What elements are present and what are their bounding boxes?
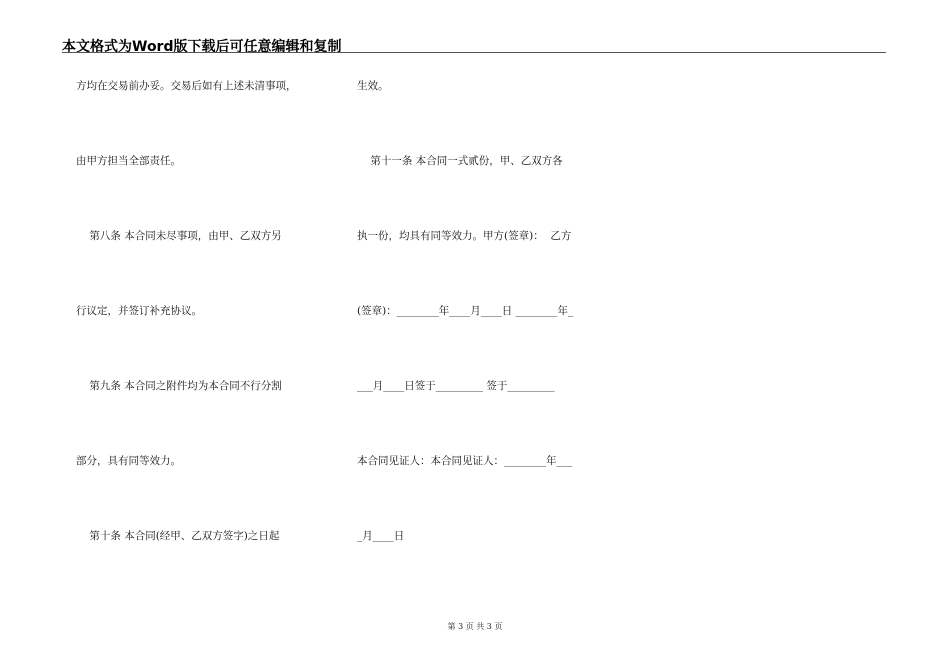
right-column-line-4: (签章)：________年____月____日 ________年_ bbox=[357, 305, 574, 317]
left-column-line-2: 由甲方担当全部责任。 bbox=[76, 155, 181, 167]
document-header-title: 本文格式为Word版下载后可任意编辑和复制 bbox=[62, 39, 342, 55]
right-column-line-6: 本合同见证人：本合同见证人：________年___ bbox=[357, 455, 573, 467]
page-number-footer: 第 3 页 共 3 页 bbox=[447, 622, 503, 631]
right-column-line-2: 第十一条 本合同一式贰份，甲、乙双方各 bbox=[357, 155, 563, 167]
left-column-line-5: 第九条 本合同之附件均为本合同不行分割 bbox=[76, 380, 282, 392]
left-column-line-4: 行议定，并签订补充协议。 bbox=[76, 305, 202, 317]
header-divider bbox=[62, 52, 886, 53]
left-column-line-6: 部分，具有同等效力。 bbox=[76, 455, 181, 467]
left-column-line-3: 第八条 本合同未尽事项，由甲、乙双方另 bbox=[76, 230, 282, 242]
right-column-line-1: 生效。 bbox=[357, 80, 389, 92]
left-column-line-1: 方均在交易前办妥。交易后如有上述未清事项， bbox=[76, 80, 297, 92]
right-column-line-3: 执一份，均具有同等效力。甲方(签章)： 乙方 bbox=[357, 230, 572, 242]
right-column-line-7: _月____日 bbox=[357, 530, 405, 542]
left-column-line-7: 第十条 本合同(经甲、乙双方签字)之日起 bbox=[76, 530, 280, 542]
right-column-line-5: ___月____日签于_________ 签于_________ bbox=[357, 380, 555, 392]
